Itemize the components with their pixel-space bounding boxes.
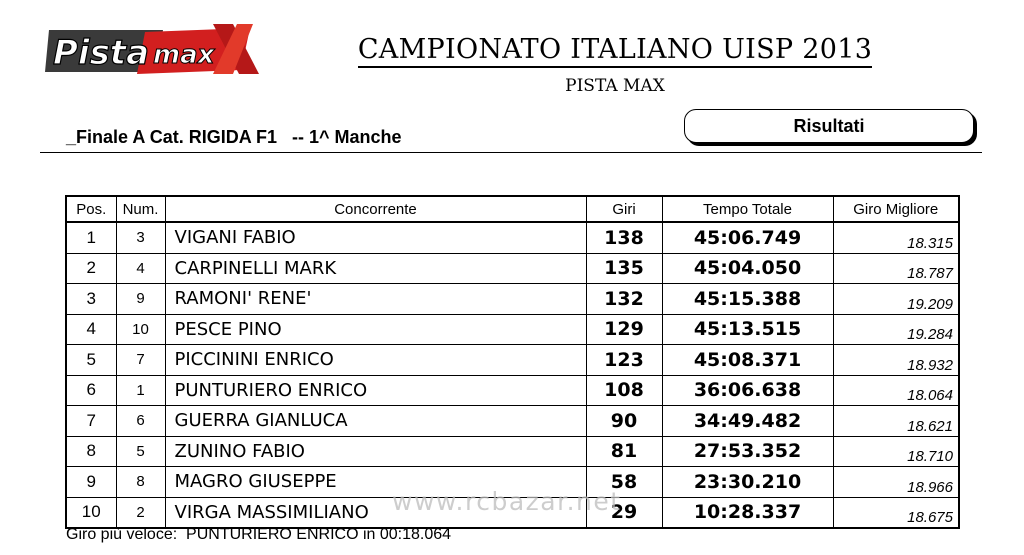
table-row (66, 222, 959, 253)
cell-best-lap: 18.787 (833, 253, 959, 284)
cell-laps: 81 (586, 436, 662, 467)
cell-competitor: VIRGA MASSIMILIANO (165, 497, 586, 528)
cell-competitor: PUNTURIERO ENRICO (165, 375, 586, 406)
watermark: www.rcbazar.net (392, 487, 622, 516)
cell-competitor: PESCE PINO (165, 314, 586, 345)
col-header-total-time: Tempo Totale (662, 196, 833, 222)
header-divider (40, 152, 982, 153)
cell-pos: 8 (66, 436, 116, 467)
cell-laps: 29 (586, 497, 662, 528)
cell-best-lap: 19.209 (833, 284, 959, 315)
table-row (66, 253, 959, 284)
cell-total-time: 10:28.337 (662, 497, 833, 528)
cell-laps: 129 (586, 314, 662, 345)
cell-laps: 108 (586, 375, 662, 406)
race-title: _Finale A Cat. RIGIDA F1 -- 1^ Manche (66, 127, 402, 147)
cell-num: 5 (116, 436, 165, 467)
cell-laps: 90 (586, 406, 662, 437)
cell-best-lap: 18.675 (833, 497, 959, 528)
cell-total-time: 45:15.388 (662, 284, 833, 315)
cell-num: 10 (116, 314, 165, 345)
cell-total-time: 23:30.210 (662, 467, 833, 498)
cell-num: 9 (116, 284, 165, 315)
results-table (65, 195, 960, 529)
cell-pos: 4 (66, 314, 116, 345)
logo-text-accent: max (153, 40, 215, 70)
results-button[interactable]: Risultati (684, 109, 974, 143)
table-row (66, 345, 959, 376)
cell-num: 1 (116, 375, 165, 406)
pistamax-logo (45, 22, 260, 77)
table-row (66, 497, 959, 528)
cell-competitor: GUERRA GIANLUCA (165, 406, 586, 437)
cell-pos: 5 (66, 345, 116, 376)
cell-best-lap: 18.710 (833, 436, 959, 467)
cell-laps: 58 (586, 467, 662, 498)
cell-num: 8 (116, 467, 165, 498)
table-row (66, 406, 959, 437)
page-title-text: CAMPIONATO ITALIANO UISP 2013 (358, 34, 872, 68)
cell-best-lap: 18.621 (833, 406, 959, 437)
cell-pos: 6 (66, 375, 116, 406)
table-row (66, 375, 959, 406)
cell-best-lap: 18.966 (833, 467, 959, 498)
cell-competitor: PICCININI ENRICO (165, 345, 586, 376)
cell-best-lap: 18.932 (833, 345, 959, 376)
fastest-lap-note: Giro più veloce: PUNTURIERO ENRICO in 00:18.064 (66, 526, 452, 543)
cell-competitor: MAGRO GIUSEPPE (165, 467, 586, 498)
cell-num: 4 (116, 253, 165, 284)
col-header-num: Num. (116, 196, 165, 222)
cell-num: 7 (116, 345, 165, 376)
cell-total-time: 36:06.638 (662, 375, 833, 406)
cell-total-time: 34:49.482 (662, 406, 833, 437)
cell-pos: 9 (66, 467, 116, 498)
cell-laps: 123 (586, 345, 662, 376)
cell-total-time: 45:08.371 (662, 345, 833, 376)
page-title (330, 34, 900, 65)
cell-total-time: 45:06.749 (662, 222, 833, 253)
cell-competitor: VIGANI FABIO (165, 222, 586, 253)
cell-best-lap: 18.064 (833, 375, 959, 406)
cell-laps: 135 (586, 253, 662, 284)
cell-pos: 1 (66, 222, 116, 253)
cell-pos: 7 (66, 406, 116, 437)
cell-pos: 2 (66, 253, 116, 284)
table-row (66, 467, 959, 498)
col-header-best-lap: Giro Migliore (833, 196, 959, 222)
logo-text-main: Pista (53, 33, 150, 73)
cell-competitor: ZUNINO FABIO (165, 436, 586, 467)
cell-pos: 10 (66, 497, 116, 528)
table-row (66, 436, 959, 467)
table-row (66, 284, 959, 315)
col-header-laps: Giri (586, 196, 662, 222)
cell-best-lap: 18.315 (833, 222, 959, 253)
cell-num: 2 (116, 497, 165, 528)
cell-total-time: 45:04.050 (662, 253, 833, 284)
cell-num: 6 (116, 406, 165, 437)
cell-num: 3 (116, 222, 165, 253)
cell-total-time: 27:53.352 (662, 436, 833, 467)
table-row (66, 314, 959, 345)
cell-best-lap: 19.284 (833, 314, 959, 345)
page-subtitle: PISTA MAX (565, 76, 665, 96)
col-header-pos: Pos. (66, 196, 116, 222)
cell-competitor: CARPINELLI MARK (165, 253, 586, 284)
cell-competitor: RAMONI' RENE' (165, 284, 586, 315)
cell-pos: 3 (66, 284, 116, 315)
table-header-row (66, 196, 959, 222)
cell-total-time: 45:13.515 (662, 314, 833, 345)
cell-laps: 138 (586, 222, 662, 253)
cell-laps: 132 (586, 284, 662, 315)
col-header-competitor: Concorrente (165, 196, 586, 222)
